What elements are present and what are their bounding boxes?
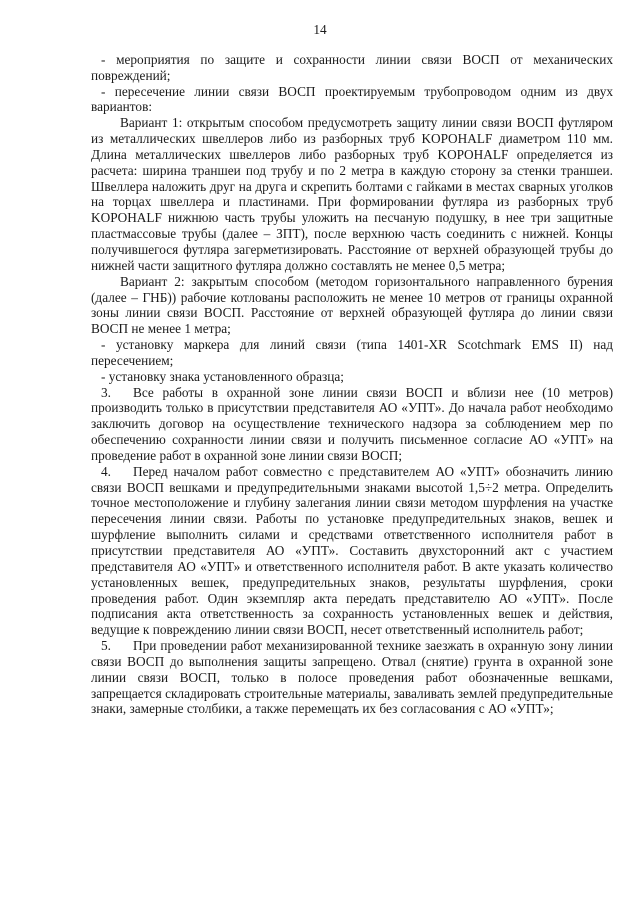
paragraph-sign-installation: - установку знака установленного образца;	[101, 368, 344, 384]
item-text: При проведении работ механизированной технике заезжать в охранную зону линии связи ВОСП до выполнения защиты запрещено. Отвал (снятие) грунта в охранной зоне линии связи ВОСП, только в полосе проведения работ обозначенные вешками, запрещается складировать строительные материалы, заваливать землей предупредительные знаки, замерные столбики, а также перемещать их без согласования с АО «УПТ»;	[91, 638, 613, 717]
paragraph-crossing-variants: - пересечение линии связи ВОСП проектируемым трубопроводом одним из двух вариантов:	[91, 83, 613, 115]
paragraph-item-4	[91, 464, 613, 638]
paragraph-item-3	[91, 385, 613, 464]
paragraph-marker-installation: - установку маркера для линий связи (типа 1401-XR Scotchmark EMS II) над пересечением;	[91, 337, 613, 368]
page-number: 14	[313, 22, 327, 37]
item-text: Перед началом работ совместно с представителем АО «УПТ» обозначить линию связи ВОСП вешками и предупредительными знаками высотой 1,5÷2 метра. Определить точное местоположение и глубину залегания линии связи методом шурфления на участке пересечения линии связи. Работы по установке предупредительных знаков, вешек и шурфление выполнить силами и средствами ответственного исполнителя работ в присутствии представителя АО «УПТ». Составить двухсторонний акт с участием представителя АО «УПТ» и ответственного исполнителя работ. В акте указать количество установленных вешек, предупредительных знаков, результаты шурфления, сроки проведения работ. Один экземпляр акта передать представителю АО «УПТ». После подписания акта ответственность за сохранность установленных вешек и действия, ведущие к повреждению линии связи ВОСП, несет ответственный исполнитель работ;	[91, 463, 613, 638]
item-number: 5.	[101, 638, 111, 654]
item-number: 3.	[101, 384, 111, 400]
paragraph-variant-2: Вариант 2: закрытым способом (методом горизонтального направленного бурения (далее – ГНБ)) рабочие котлованы расположить не менее 10 метров от границы охранной зоны линии связи ВОСП. Расстояние от верхней образующей футляра до линии связи ВОСП не менее 1 метра;	[91, 273, 613, 337]
item-number: 4.	[101, 463, 111, 479]
item-text: Все работы в охранной зоне линии связи ВОСП и вблизи нее (10 метров) производить только в присутствии представителя АО «УПТ». До начала работ необходимо заключить договор на осуществление технического надзора за соблюдением мер по обеспечению сохранности линии связи и получить письменное согласие АО «УПТ» на проведение работ в охранной зоне линии связи ВОСП;	[91, 384, 613, 463]
paragraph-protection-measures: - мероприятия по защите и сохранности линии связи ВОСП от механических повреждений;	[91, 51, 613, 83]
paragraph-variant-1: Вариант 1: открытым способом предусмотреть защиту линии связи ВОСП футляром из металлических швеллеров либо из разборных труб KOPOHALF диаметром 110 мм. Длина металлических швеллеров либо разборных труб KOPOHALF определяется из расчета: ширина траншеи под трубу и по 2 метра в каждую сторону за стенки траншеи. Швеллера наложить друг на друга и скрепить болтами с гайками в местах сварных уголков на торцах швеллера и пластинами. При формировании футляра из разборных труб KOPOHALF нижнюю часть трубы уложить на песчаную подушку, в нее три защитные пластмассовые трубы (далее – ЗПТ), после верхнюю часть соединить с нижней. Концы получившегося футляра загерметизировать. Расстояние от верхней образующей трубы до нижней части защитного футляра должно составлять не менее 0,5 метра;	[91, 115, 613, 273]
paragraph-item-5	[91, 638, 613, 717]
